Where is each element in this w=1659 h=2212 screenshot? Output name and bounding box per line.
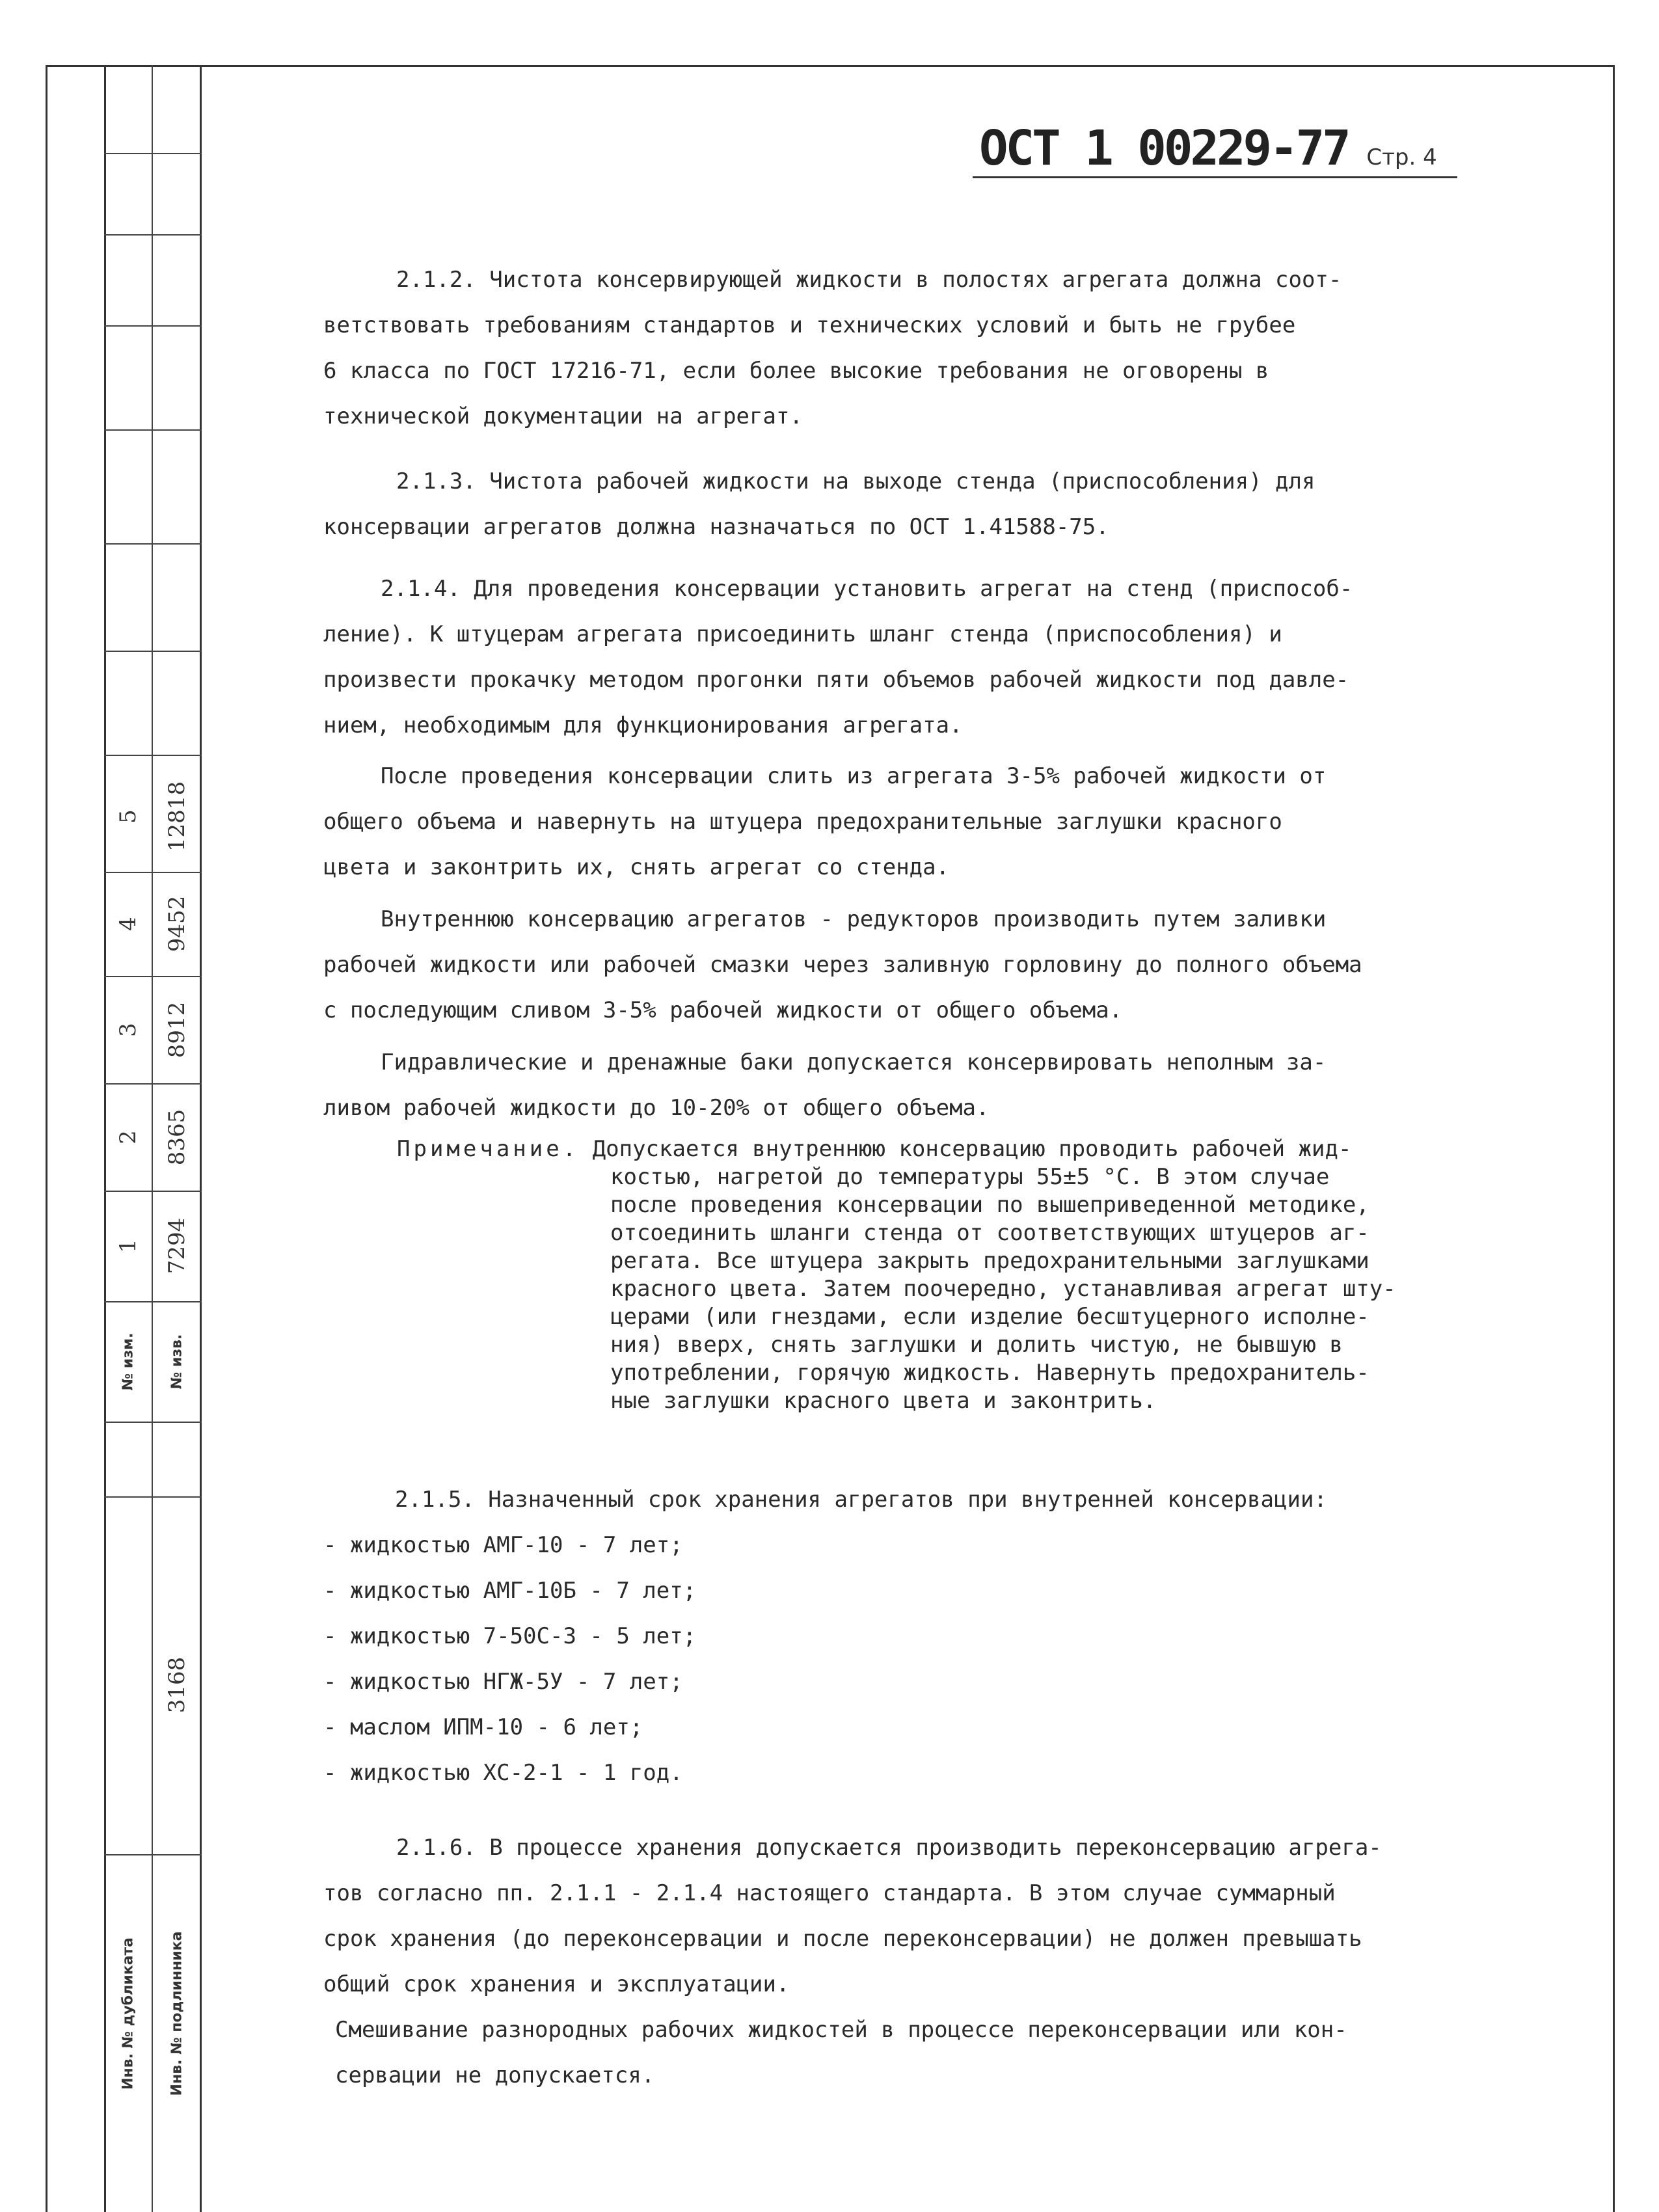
document-code: ОСТ 1 00229-77 [979,120,1349,176]
note-first-line: Допускается внутреннюю консервацию проводить рабочей жид- [592,1136,1352,1162]
list-item: - жидкостью АМГ-10 - 7 лет; [323,1532,683,1558]
note-body [397,1163,1396,1415]
text-line: технической документации на агрегат. [323,403,803,429]
side-rule [104,1083,202,1085]
paragraph-2-1-6 [323,1825,1481,2007]
list-item: - жидкостью НГЖ-5У - 7 лет; [323,1669,683,1695]
side-rule [104,153,202,154]
text-line: Смешивание разнородных рабочих жидкостей в процессе переконсервации или кон- [335,2017,1347,2043]
text-line: 2.1.5. Назначенный срок хранения агрегатов при внутренней консервации: [395,1487,1327,1513]
side-rule [104,872,202,873]
text-line: 2.1.4. Для проведения консервации установить агрегат на стенд (приспособ- [381,576,1353,602]
note-label: Примечание. [397,1136,580,1162]
side-rule [104,543,202,545]
list-item: - жидкостью 7-50С-3 - 5 лет; [323,1623,697,1649]
note-line: после проведения консервации по вышеприведенной методике, [610,1192,1369,1218]
paragraph-2-1-3 [323,459,1481,550]
change-no-2: 2 [115,1130,141,1144]
paragraph-2-1-4 [323,566,1481,748]
label-original-inventory: Инв. № подлинника [169,1931,185,2096]
text-line: сервации не допускается. [335,2062,655,2088]
notice-no-2: 8365 [164,1109,190,1166]
paragraph-2-1-5 [323,1477,1481,1796]
text-line: цвета и законтрить их, снять агрегат со стенда. [323,854,950,880]
note-line: регата. Все штуцера закрыть предохранительными заглушками [610,1248,1369,1274]
change-no-1: 1 [115,1239,141,1253]
page-header [979,120,1437,176]
change-no-3: 3 [115,1023,141,1037]
header-rule [973,176,1457,178]
side-rule [104,325,202,327]
side-rule [104,1854,202,1855]
change-no-4: 4 [115,917,141,931]
text-line: 2.1.6. В процессе хранения допускается производить переконсервацию агрега- [396,1835,1382,1861]
text-line: После проведения консервации слить из агрегата 3-5% рабочей жидкости от [381,763,1327,789]
text-line: 2.1.3. Чистота рабочей жидкости на выходе стенда (приспособления) для [396,468,1315,494]
side-rule [104,1496,202,1498]
text-line: Гидравлические и дренажные баки допускается консервировать неполным за- [381,1049,1327,1075]
side-rule [104,651,202,652]
text-line: нием, необходимым для функционирования агрегата. [323,712,963,738]
paragraph-2-1-4-cont-1 [323,753,1481,890]
list-item: - жидкостью ХС-2-1 - 1 год. [323,1760,683,1786]
text-line: общий срок хранения и эксплуатации. [323,1971,790,1997]
text-line: Внутреннюю консервацию агрегатов - редукторов производить путем заливки [381,906,1327,932]
page-number: Стр. 4 [1366,144,1437,170]
note-line: ные заглушки красного цвета и законтрить. [610,1388,1157,1414]
note-line: ния) вверх, снять заглушки и долить чистую, не бывшую в [610,1332,1343,1358]
paragraph-2-1-4-cont-2 [323,897,1481,1033]
side-rule [104,1422,202,1423]
notice-no-1: 7294 [164,1217,190,1275]
label-notice-no: № изв. [169,1334,185,1390]
side-table-divider [152,65,153,2212]
side-rule [104,234,202,236]
note-line: употреблении, горячую жидкость. Навернуть предохранитель- [610,1360,1369,1386]
text-line: срок хранения (до переконсервации и после переконсервации) не должен превышать [323,1926,1362,1952]
text-line: тов согласно пп. 2.1.1 - 2.1.4 настоящего стандарта. В этом случае суммарный [323,1880,1336,1906]
list-item: - маслом ИПМ-10 - 6 лет; [323,1714,643,1740]
text-line: ление). К штуцерам агрегата присоединить шланг стенда (приспособления) и [323,621,1282,647]
notice-no-4: 9452 [164,895,190,952]
text-line: 2.1.2. Чистота консервирующей жидкости в полостях агрегата должна соот- [396,267,1342,293]
notice-no-3: 8912 [164,1001,190,1059]
note-line: церами (или гнездами, если изделие бесштуцерного исполне- [610,1304,1369,1330]
label-change-no: № изм. [120,1332,137,1391]
text-line: ливом рабочей жидкости до 10-20% от общего объема. [323,1095,990,1121]
note-block [397,1135,1396,1415]
label-duplicate-inventory: Инв. № дубликата [120,1937,137,2090]
change-no-5: 5 [115,809,141,824]
text-line: произвести прокачку методом прогонки пяти объемов рабочей жидкости под давле- [323,667,1349,693]
text-line: ветствовать требованиям стандартов и технических условий и быть не грубее [323,312,1296,338]
paragraph-2-1-2 [323,257,1481,439]
paragraph-2-1-4-cont-3 [323,1040,1481,1131]
side-rule [104,976,202,977]
side-rule [104,1191,202,1192]
text-line: консервации агрегатов должна назначаться по ОСТ 1.41588-75. [323,514,1109,540]
text-line: 6 класса по ГОСТ 17216-71, если более высокие требования не оговорены в [323,358,1269,384]
note-line: костью, нагретой до температуры 55±5 °С. В этом случае [610,1164,1330,1190]
text-line: рабочей жидкости или рабочей смазки через заливную горловину до полного объема [323,952,1362,978]
notice-no-5: 12818 [164,781,190,852]
note-line: отсоединить шланги стенда от соответствующих штуцеров аг- [610,1220,1369,1246]
paragraph-2-1-6-cont [335,2007,1493,2098]
side-rule [104,755,202,756]
text-line: с последующим сливом 3-5% рабочей жидкости от общего объема. [323,997,1123,1023]
note-line: красного цвета. Затем поочередно, устанавливая агрегат шту- [610,1276,1396,1302]
list-item: - жидкостью АМГ-10Б - 7 лет; [323,1578,697,1604]
side-rule [104,429,202,431]
side-rule [104,1301,202,1302]
original-inventory-number: 3168 [164,1656,190,1714]
text-line: общего объема и навернуть на штуцера предохранительные заглушки красного [323,809,1282,835]
